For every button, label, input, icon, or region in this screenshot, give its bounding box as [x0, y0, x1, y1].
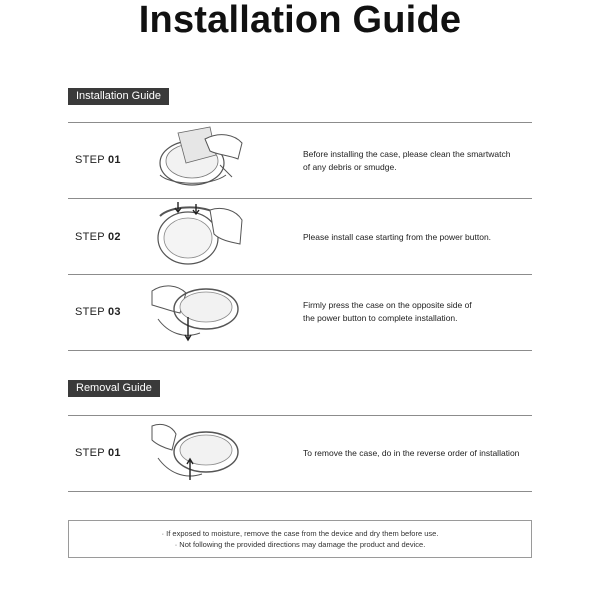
install-step-3-text: Firmly press the case on the opposite side of the power button to complete installation.	[303, 300, 472, 323]
install-step-1-label: STEP 01	[75, 154, 121, 166]
divider	[68, 491, 532, 492]
divider	[68, 122, 532, 123]
divider	[68, 198, 532, 199]
install-step-2-label: STEP 02	[75, 231, 121, 243]
removal-section-tag: Removal Guide	[68, 380, 160, 397]
page-title: Installation Guide	[138, 0, 462, 41]
installation-section-tag: Installation Guide	[68, 88, 169, 105]
press-case-illustration	[150, 277, 245, 345]
clean-watch-illustration	[150, 125, 245, 193]
note-item: · Not following the provided directions may damage the product and device.	[174, 540, 426, 549]
install-step-3-label: STEP 03	[75, 306, 121, 318]
removal-step-1-label: STEP 01	[75, 447, 121, 459]
install-step-1-text: Before installing the case, please clean the smartwatch of any debris or smudge.	[303, 149, 511, 172]
removal-step-1-text: To remove the case, do in the reverse order of installation	[303, 448, 520, 458]
divider	[68, 274, 532, 275]
divider	[68, 350, 532, 351]
install-step-2-text: Please install case starting from the power button.	[303, 232, 492, 242]
note-item: · If exposed to moisture, remove the case from the device and dry them before use.	[161, 529, 439, 538]
notes-box	[68, 520, 532, 558]
remove-case-illustration	[150, 420, 245, 488]
install-case-illustration	[150, 200, 245, 268]
divider	[68, 415, 532, 416]
